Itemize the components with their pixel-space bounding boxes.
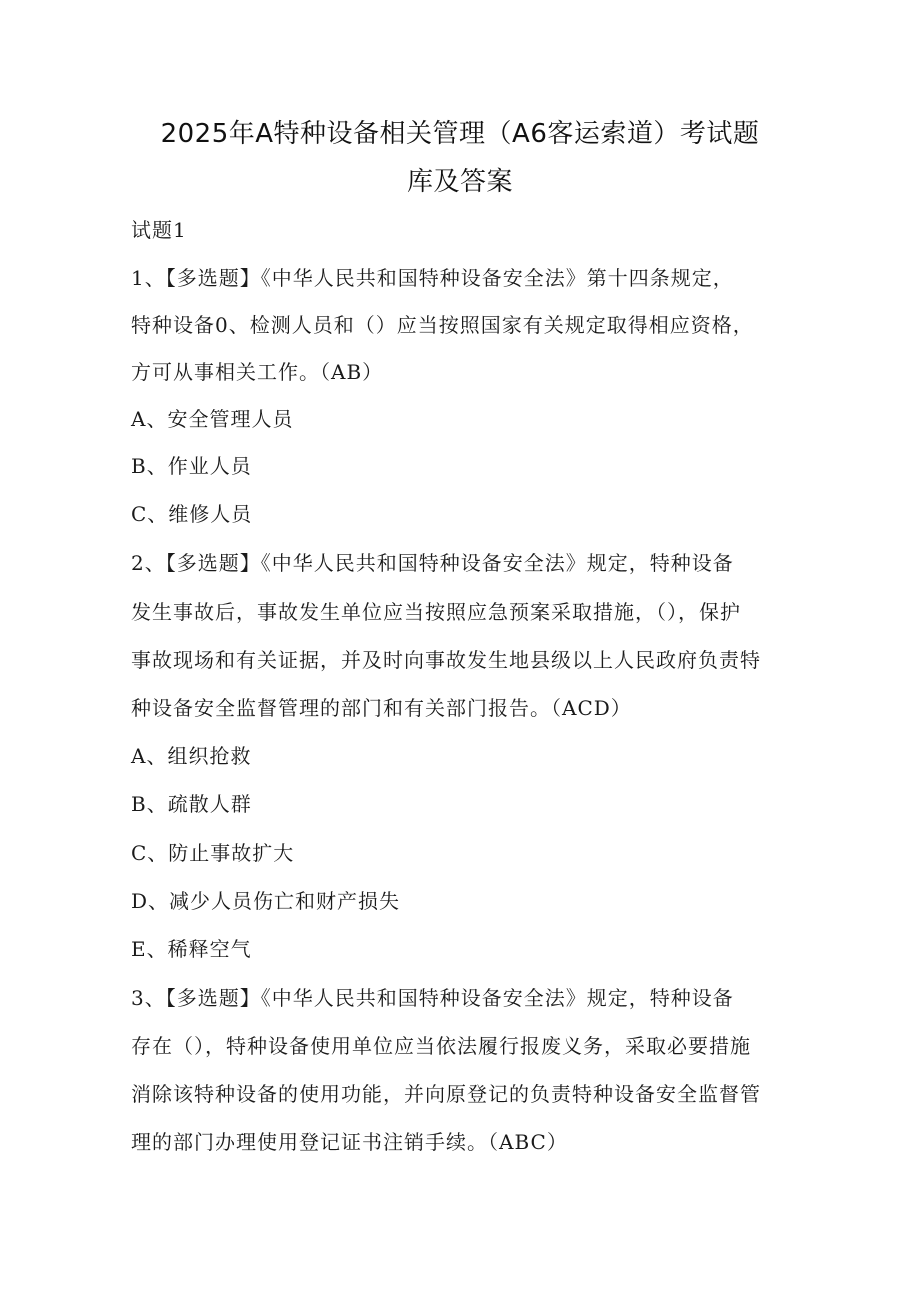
question-3-line-3: 消除该特种设备的使用功能，并向原登记的负责特种设备安全监督管	[131, 1082, 761, 1106]
question-1-option-c: C、维修人员	[131, 502, 253, 526]
question-1-line-1: 1、【多选题】《中华人民共和国特种设备安全法》第十四条规定，	[131, 266, 734, 290]
question-1-line-3: 方可从事相关工作。（AB）	[131, 360, 384, 384]
question-3-line-4: 理的部门办理使用登记证书注销手续。（ABC）	[131, 1130, 568, 1154]
question-3-line-1: 3、【多选题】《中华人民共和国特种设备安全法》规定，特种设备	[131, 986, 734, 1010]
question-3-line-2: 存在（），特种设备使用单位应当依法履行报废义务，采取必要措施	[131, 1034, 751, 1058]
question-1-line-2: 特种设备0、检测人员和（）应当按照国家有关规定取得相应资格，	[131, 313, 754, 337]
question-2-line-2: 发生事故后，事故发生单位应当按照应急预案采取措施，（），保护	[131, 600, 741, 624]
question-2-option-e: E、稀释空气	[131, 937, 252, 961]
question-2-option-b: B、疏散人群	[131, 792, 252, 816]
question-2-line-1: 2、【多选题】《中华人民共和国特种设备安全法》规定，特种设备	[131, 551, 734, 575]
question-2-option-a: A、组织抢救	[131, 744, 252, 768]
question-2-line-4: 种设备安全监督管理的部门和有关部门报告。（ACD）	[131, 696, 632, 720]
document-title-line-1: 2025年A特种设备相关管理（A6客运索道）考试题	[160, 119, 760, 149]
question-2-option-d: D、减少人员伤亡和财产损失	[131, 889, 401, 913]
question-1-option-b: B、作业人员	[131, 454, 252, 478]
document-title-line-2: 库及答案	[406, 167, 513, 197]
section-label: 试题1	[131, 218, 187, 242]
question-2-option-c: C、防止事故扩大	[131, 841, 295, 865]
question-2-line-3: 事故现场和有关证据，并及时向事故发生地县级以上人民政府负责特	[131, 648, 761, 672]
question-1-option-a: A、安全管理人员	[131, 407, 294, 431]
